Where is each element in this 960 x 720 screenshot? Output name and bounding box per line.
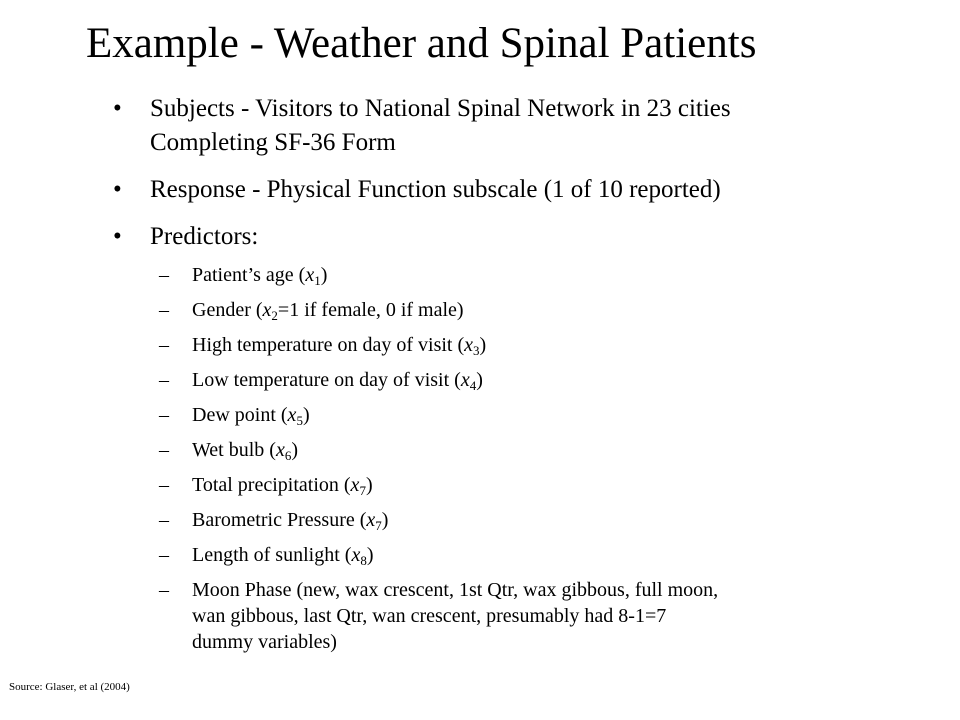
slide-title: Example - Weather and Spinal Patients — [86, 20, 757, 67]
bullet-list — [113, 92, 933, 267]
predictor-item — [159, 297, 919, 323]
predictor-subscript: 6 — [284, 448, 292, 463]
predictor-subscript: 1 — [314, 273, 321, 288]
bullet-line: Predictors: — [150, 223, 259, 250]
predictor-subscript: 5 — [296, 413, 303, 428]
bullet-line: Subjects - Visitors to National Spinal Network in 23 cities — [150, 95, 731, 122]
predictor-text: High temperature on day of visit ( — [192, 334, 465, 356]
dash-marker: – — [159, 264, 169, 286]
predictor-item — [159, 472, 919, 498]
predictor-text-end: ) — [302, 404, 310, 426]
predictor-text-end: ) — [476, 369, 483, 391]
dash-marker: – — [159, 404, 169, 426]
predictor-subscript: 4 — [469, 378, 477, 393]
bullet-line: Response - Physical Function subscale (1 of 10 reported) — [150, 176, 721, 203]
predictor-text: Dew point ( — [192, 404, 288, 426]
predictor-subscript: 8 — [360, 553, 367, 568]
predictor-text-end: ) — [320, 264, 328, 286]
predictor-text: Barometric Pressure ( — [192, 509, 367, 531]
predictor-text: Patient’s age ( — [192, 264, 306, 286]
predictor-var: x — [460, 369, 470, 391]
predictor-text: Length of sunlight ( — [192, 544, 352, 566]
predictor-text-end: ) — [365, 474, 373, 496]
predictor-item-moon-phase — [159, 577, 919, 655]
predictor-text: Low temperature on day of visit ( — [192, 369, 461, 391]
bullet-marker: • — [113, 223, 122, 250]
predictor-subscript: 7 — [359, 483, 366, 498]
predictor-var: x — [275, 439, 285, 461]
bullet-line: Completing SF-36 Form — [150, 129, 396, 156]
predictor-item — [159, 437, 919, 463]
predictor-var: x — [262, 299, 272, 321]
bullet-marker: • — [113, 176, 122, 203]
dash-marker: – — [159, 299, 169, 321]
predictor-var: x — [287, 404, 297, 426]
predictor-item — [159, 332, 919, 358]
dash-marker: – — [159, 544, 169, 566]
predictor-subscript: 2 — [271, 308, 278, 323]
predictor-var: x — [350, 474, 360, 496]
predictor-list — [159, 262, 919, 664]
bullet-predictors — [113, 220, 933, 254]
predictor-item — [159, 367, 919, 393]
predictor-subscript: 3 — [473, 343, 480, 358]
moon-phase-line: dummy variables) — [192, 631, 337, 653]
predictor-var: x — [351, 544, 361, 566]
predictor-text: Gender ( — [192, 299, 263, 321]
dash-marker: – — [159, 579, 169, 601]
source-citation: Source: Glaser, et al (2004) — [9, 681, 130, 693]
bullet-response — [113, 173, 933, 207]
predictor-text-end: ) — [291, 439, 298, 461]
predictor-text-end: ) — [366, 544, 374, 566]
predictor-var: x — [305, 264, 315, 286]
dash-marker: – — [159, 509, 169, 531]
predictor-text-end: ) — [479, 334, 487, 356]
predictor-var: x — [366, 509, 376, 531]
moon-phase-text — [192, 577, 919, 655]
predictor-var: x — [464, 334, 474, 356]
predictor-item — [159, 507, 919, 533]
predictor-text-end: =1 if female, 0 if male) — [277, 299, 464, 321]
predictor-text-end: ) — [381, 509, 389, 531]
predictor-subscript: 7 — [375, 518, 382, 533]
moon-phase-line: Moon Phase (new, wax crescent, 1st Qtr, wax gibbous, full moon, — [192, 579, 719, 601]
predictor-item — [159, 542, 919, 568]
dash-marker: – — [159, 334, 169, 356]
predictor-item — [159, 402, 919, 428]
bullet-marker: • — [113, 95, 122, 122]
dash-marker: – — [159, 369, 169, 391]
bullet-text — [150, 92, 933, 160]
dash-marker: – — [159, 439, 169, 461]
predictor-item — [159, 262, 919, 288]
dash-marker: – — [159, 474, 169, 496]
bullet-subjects — [113, 92, 933, 160]
predictor-text: Wet bulb ( — [192, 439, 276, 461]
moon-phase-line: wan gibbous, last Qtr, wan crescent, presumably had 8-1=7 — [192, 605, 667, 627]
predictor-text: Total precipitation ( — [192, 474, 351, 496]
